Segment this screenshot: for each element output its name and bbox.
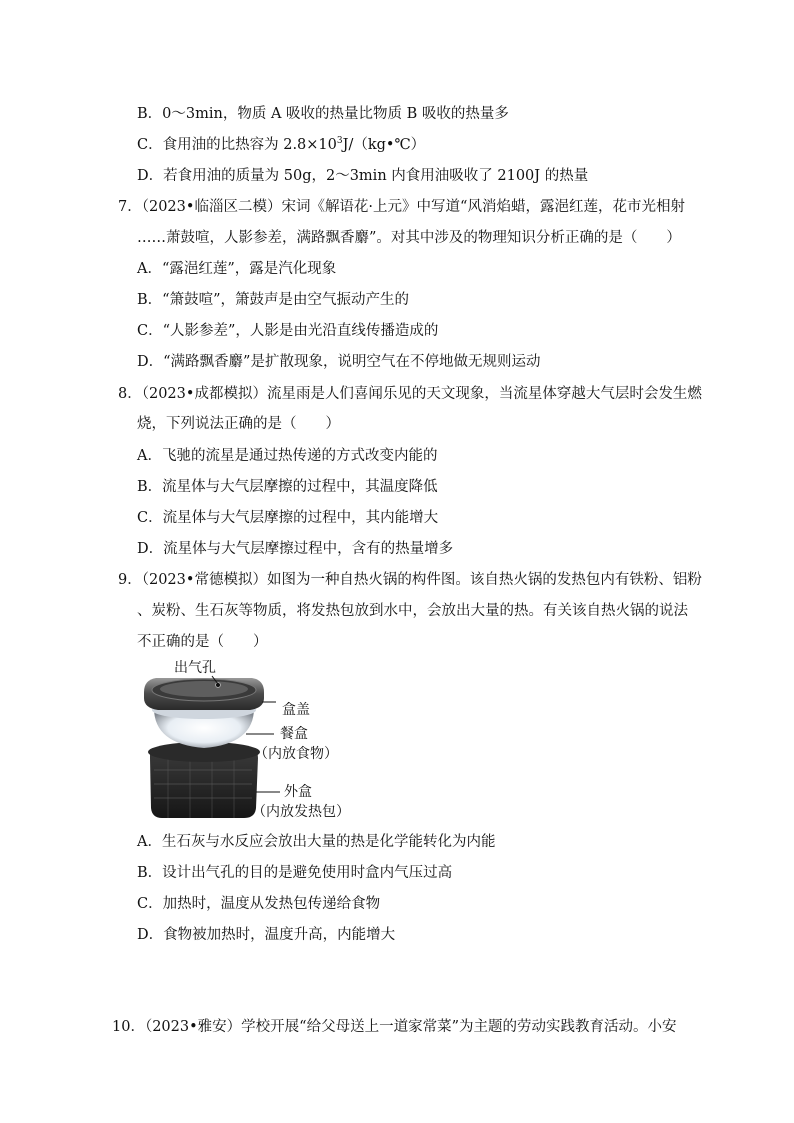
q6-option-d: D．若食用油的质量为 50g，2～3min 内食用油吸收了 2100J 的热量 bbox=[137, 168, 589, 184]
q7-stem-line2: ……萧鼓喧，人影参差，满路飘香麝”。对其中涉及的物理知识分析正确的是（ ） bbox=[137, 230, 681, 246]
q8-option-d: D．流星体与大气层摩擦过程中，含有的热量增多 bbox=[137, 541, 454, 557]
q9-stem-line3: 不正确的是（ ） bbox=[137, 634, 268, 650]
q8-stem-line2: 烧，下列说法正确的是（ ） bbox=[137, 416, 340, 432]
q7-option-d: D．“满路飘香麝”是扩散现象，说明空气在不停地做无规则运动 bbox=[137, 354, 541, 370]
q8-option-b: B．流星体与大气层摩擦的过程中，其温度降低 bbox=[137, 479, 438, 495]
q8-option-a: A．飞驰的流星是通过热传递的方式改变内能的 bbox=[137, 448, 438, 464]
q9-number: 9． bbox=[118, 572, 142, 588]
q7-option-c: C．“人影参差”，人影是由光沿直线传播造成的 bbox=[137, 323, 439, 339]
hotpot-figure bbox=[140, 658, 380, 826]
q9-stem-line1: 9．（2023•常德模拟）如图为一种自热火锅的构件图。该自热火锅的发热包内有铁粉、铝粉 bbox=[118, 572, 702, 588]
vent-label: 出气孔 bbox=[174, 660, 216, 676]
q8-option-c: C．流星体与大气层摩擦的过程中，其内能增大 bbox=[137, 510, 439, 526]
q7-stem-line1: 7．（2023•临淄区二模）宋词《解语花·上元》中写道“风消焰蜡，露浥红莲，花市光相射 bbox=[118, 199, 685, 215]
q9-option-c: C．加热时，温度从发热包传递给食物 bbox=[137, 896, 381, 912]
q7-option-b: B．“箫鼓喧”，箫鼓声是由空气振动产生的 bbox=[137, 292, 409, 308]
hotpot-diagram bbox=[140, 658, 380, 826]
meal-box-label: 餐盒 bbox=[280, 726, 308, 742]
q10-number: 10． bbox=[112, 1019, 145, 1035]
q10-stem-line1: 10．（2023•雅安）学校开展“给父母送上一道家常菜”为主题的劳动实践教育活动。小安 bbox=[112, 1019, 677, 1035]
q8-stem-line1: 8．（2023•成都模拟）流星雨是人们喜闻乐见的天文现象，当流星体穿越大气层时会发生燃 bbox=[118, 386, 702, 402]
outer-box-note: （内放发热包） bbox=[252, 804, 350, 820]
outer-box-label: 外盒 bbox=[284, 784, 312, 800]
q7-option-a: A．“露浥红莲”，露是汽化现象 bbox=[137, 261, 337, 277]
lid-label: 盒盖 bbox=[282, 702, 310, 718]
q8-number: 8． bbox=[118, 386, 142, 402]
q9-option-d: D．食物被加热时，温度升高，内能增大 bbox=[137, 927, 396, 943]
q9-option-b: B．设计出气孔的目的是避免使用时盒内气压过高 bbox=[137, 865, 453, 881]
q9-option-a: A．生石灰与水反应会放出大量的热是化学能转化为内能 bbox=[137, 834, 496, 850]
q7-number: 7． bbox=[118, 199, 142, 215]
q6-option-b: B．0～3min，物质 A 吸收的热量比物质 B 吸收的热量多 bbox=[137, 106, 509, 122]
meal-box-note: （内放食物） bbox=[254, 746, 338, 762]
q6-option-c: C．食用油的比热容为 $2.8\times 10^3J/(kg•℃)$ bbox=[137, 136, 426, 153]
q9-stem-line2: 、炭粉、生石灰等物质，将发热包放到水中，会放出大量的热。有关该自热火锅的说法 bbox=[137, 603, 688, 619]
